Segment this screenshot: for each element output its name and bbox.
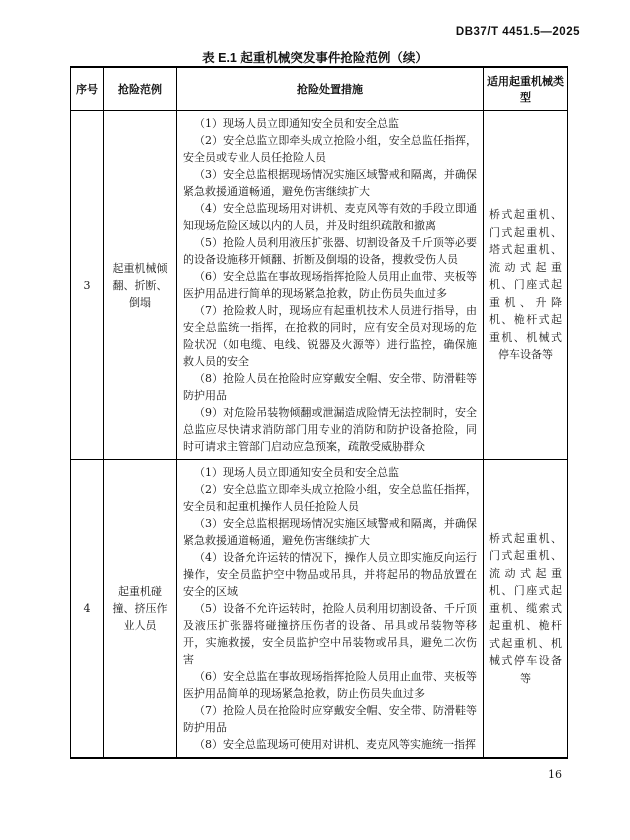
- table-row: [71, 460, 568, 759]
- measure-item: （2）安全总监立即牵头成立抢险小组，安全总监任指挥，安全员和起重机操作人员任抢险人员: [183, 483, 477, 513]
- measure-item: （1）现场人员立即通知安全员和安全总监: [194, 117, 399, 130]
- row-rescue-measures: [177, 460, 484, 759]
- measure-item: （8）抢险人员在抢险时应穿戴安全帽、安全带、防滑鞋等防护用品: [183, 372, 477, 402]
- row-serial-number: 4: [71, 460, 104, 759]
- measure-item: （7）抢险人员在抢险时应穿戴安全帽、安全带、防滑鞋等防护用品: [183, 704, 477, 734]
- header-rescue-measures: 抢险处置措施: [177, 67, 484, 111]
- measure-item: （4）安全总监现场用对讲机、麦克风等有效的手段立即通知现场危险区域以内的人员，并及时组织疏散和撤离: [183, 202, 477, 232]
- header-serial-number: 序号: [71, 67, 104, 111]
- rescue-examples-table: [70, 66, 568, 759]
- page-number: 16: [548, 768, 562, 781]
- row-serial-number: 3: [71, 111, 104, 460]
- table-header-row: [71, 67, 568, 111]
- doc-number: DB37/T 4451.5—2025: [455, 26, 580, 38]
- table-title: 表 E.1 起重机械突发事件抢险范例（续）: [202, 51, 428, 65]
- measure-item: （1）现场人员立即通知安全员和安全总监: [194, 466, 399, 479]
- measure-item: （6）安全总监在事故现场指挥抢险人员用止血带、夹板等医护用品进行简单的现场紧急抢救，防止伤员失血过多: [183, 270, 477, 300]
- row-applicable-crane-types: 桥式起重机、门式起重机、流动式起重机、门座式起重机、缆索式起重机、桅杆式起重机、机械式停车设备等: [484, 460, 568, 759]
- measure-item: （2）安全总监立即牵头成立抢险小组，安全总监任指挥，安全员或专业人员任抢险人员: [183, 134, 477, 164]
- row-rescue-example: 起重机械倾翻、折断、倒塌: [104, 111, 177, 460]
- measure-item: （5）设备不允许运转时，抢险人员利用切割设备、千斤顶及液压扩张器将碰撞挤压伤者的设备、吊具或吊装物等移开，实施救援，安全员监护空中吊装物或吊具，避免二次伤害: [183, 602, 477, 666]
- measure-item: （6）安全总监在事故现场指挥抢险人员用止血带、夹板等医护用品简单的现场紧急抢救，防止伤员失血过多: [183, 670, 477, 700]
- table-row: [71, 111, 568, 460]
- measure-item: （3）安全总监根据现场情况实施区域警戒和隔离，并确保紧急救援通道畅通，避免伤害继续扩大: [183, 168, 477, 198]
- measure-item: （5）抢险人员利用液压扩张器、切割设备及千斤顶等必要的设备设施移开倾翻、折断及倒塌的设备，搜救受伤人员: [183, 236, 477, 266]
- row-rescue-measures: [177, 111, 484, 460]
- measure-item: （4）设备允许运转的情况下，操作人员立即实施反向运行操作，安全员监护空中物品或吊具，并将起吊的物品放置在安全的区域: [183, 551, 477, 598]
- measure-item: （9）对危险吊装物倾翻或泄漏造成险情无法控制时，安全总监应尽快请求消防部门用专业的消防和防护设备抢险，同时可请求主管部门启动应急预案，疏散受威胁群众: [183, 406, 477, 453]
- header-rescue-example: 抢险范例: [104, 67, 177, 111]
- header-applicable-crane-types: 适用起重机械类型: [484, 67, 568, 111]
- row-applicable-crane-types: 桥式起重机、门式起重机、塔式起重机、流动式起重机、门座式起重机、升降机、桅杆式起重机、机械式停车设备等: [484, 111, 568, 460]
- measure-item: （7）抢险救人时，现场应有起重机技术人员进行指导，由安全总监统一指挥，在抢救的同时，应有安全员对现场的危险状况（如电缆、电线、锐器及火源等）进行监控，确保施救人员的安全: [183, 304, 477, 368]
- measure-item: （8）安全总监现场可使用对讲机、麦克风等实施统一指挥: [194, 738, 476, 751]
- row-rescue-example: 起重机碰撞、挤压作业人员: [104, 460, 177, 759]
- measure-item: （3）安全总监根据现场情况实施区域警戒和隔离，并确保紧急救援通道畅通，避免伤害继续扩大: [183, 517, 477, 547]
